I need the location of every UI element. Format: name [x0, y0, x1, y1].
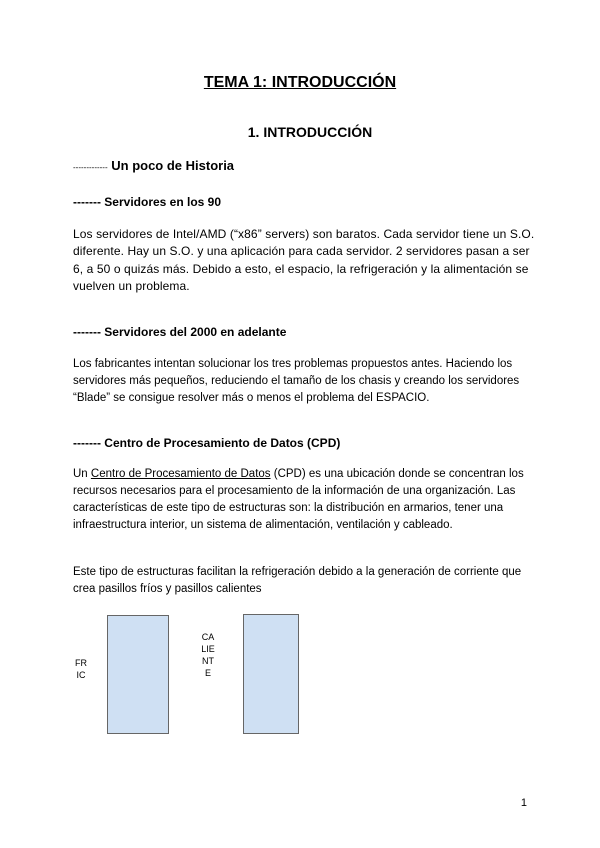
cpd-text-rest: (CPD) es una ubicación donde se concentran los recursos necesarios para el procesamiento de la información de una organización. Las características de este tipo de estructuras son: la distribución en armarios, tener una infraestructura interior, un sistema de alimentación, ventilación y cableado.	[73, 468, 524, 531]
paragraph-90s: Los servidores de Intel/AMD (“x86” servers) son baratos. Cada servidor tiene un S.O. diferente. Hay un S.O. y una aplicación para cada servidor. 2 servidores pasan a ser 6, a 50 o quizás más. Debido a esto, el espacio, la refrigeración y la alimentación se vuelven un problema.	[73, 227, 535, 294]
section-heading: 1. INTRODUCCIÓN	[247, 124, 373, 140]
paragraph-2000s: Los fabricantes intentan solucionar los tres problemas propuestos antes. Haciendo los servidores más pequeños, reduciendo el tamaño de los chasis y creando los servidores “Blade” se consigue resolver más o menos el problema del ESPACIO.	[73, 358, 520, 404]
page-number: 1	[520, 797, 527, 809]
history-dashes: -------------	[73, 163, 108, 172]
subsection-heading-2000s: ------- Servidores del 2000 en adelante	[73, 325, 287, 339]
rack-right	[243, 614, 299, 734]
subsection-heading-90s: ------- Servidores en los 90	[73, 195, 222, 209]
subsection-heading-cpd: ------- Centro de Procesamiento de Datos (CPD)	[73, 436, 341, 450]
cpd-link[interactable]: Centro de Procesamiento de Datos	[90, 468, 271, 480]
paragraph-cpd	[73, 466, 543, 534]
cold-aisle-label: FRIC	[75, 658, 87, 680]
hot-aisle-label: CALIENTE	[201, 632, 215, 678]
history-heading	[73, 158, 234, 173]
rack-left	[107, 615, 169, 734]
cpd-text-start: Un	[73, 468, 91, 480]
document-title: TEMA 1: INTRODUCCIÓN	[203, 74, 397, 91]
history-title: Un poco de Historia	[107, 158, 235, 173]
paragraph-refrigeration: Este tipo de estructuras facilitan la refrigeración debido a la generación de corriente que crea pasillos fríos y pasillos calientes	[73, 566, 522, 595]
